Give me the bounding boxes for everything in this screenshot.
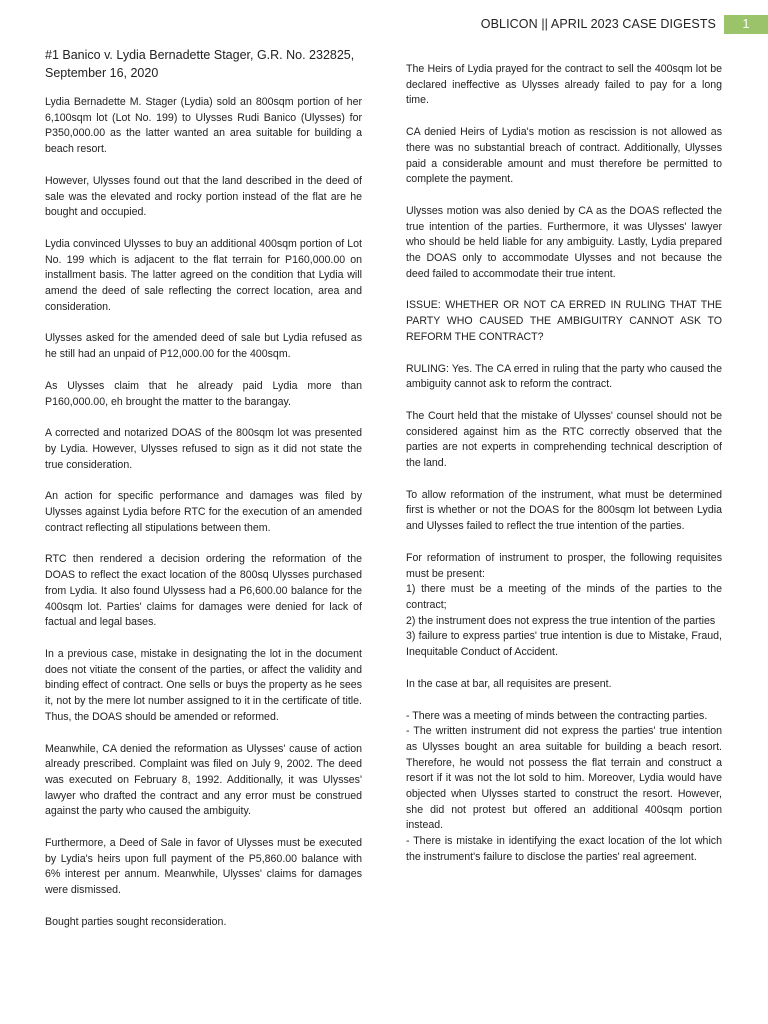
right-paragraph-7: To allow reformation of the instrument, what must be determined first is whether or not the DOAS for the 800sqm lot between Lydia and Ulysses failed to reflect the true intention of the parties. [406, 488, 722, 533]
right-column [406, 62, 722, 882]
requisite-item: 2) the instrument does not express the true intention of the parties [406, 614, 716, 627]
finding-item: - The written instrument did not express the parties' true intention as Ulysses bought an area suitable for building a beach resort. Therefore, he would not possess the flat terrain and construct a resort if it was not the lot sold to him. Moreover, Lydia would have objected when Ulysses started to construct the resort. However, she did not protest but offered an additional 400sqm portion instead. [406, 725, 722, 832]
case-title: #1 Banico v. Lydia Bernadette Stager, G.R. No. 232825, September 16, 2020 [45, 48, 355, 80]
facts-paragraph-1: Lydia Bernadette M. Stager (Lydia) sold an 800sqm portion of her 6,100sqm lot (Lot No. 199) to Ulysses Rudi Banico (Ulysses) for P350,000.00 as the latter wanted an area suitable for building a beach resort. [45, 96, 362, 156]
facts-paragraph-4: Ulysses asked for the amended deed of sale but Lydia refused as he still had an unpaid of P12,000.00 for the 400sqm. [45, 332, 362, 361]
facts-paragraph-7: An action for specific performance and damages was filed by Ulysses against Lydia before RTC for the execution of an amended contract reflecting all stipulations between them. [45, 490, 362, 534]
facts-paragraph-3: Lydia convinced Ulysses to buy an additional 400sqm portion of Lot No. 199 which is adjacent to the flat terrain for P160,000.00 on installment basis. The latter agreed on the condition that Lydia will amend the deed of sale reflecting the correct location, area and consideration. [45, 237, 362, 313]
header-title: OBLICON || APRIL 2023 CASE DIGESTS [480, 17, 716, 31]
facts-paragraph-10: Meanwhile, CA denied the reformation as Ulysses' cause of action already prescribed. Complaint was filed on July 9, 2002. The deed was executed on February 8, 1992. Additionally, it was Ulysses' lawyer who drafted the contract and any error must be construed against the party who caused the ambiguity. [45, 742, 362, 818]
facts-paragraph-9: In a previous case, mistake in designating the lot in the document does not vitiate the consent of the parties, or affect the validity and binding effect of contract. One sells or buys the property as he sees it, not by the mere lot number assigned to it in the certificate of title. Thus, the DOAS should be amended or reformed. [45, 647, 362, 723]
findings-list [406, 709, 722, 866]
facts-paragraph-2: However, Ulysses found out that the land described in the deed of sale was the elevated and rocky portion instead of the flat are he bought and occupied. [45, 174, 362, 219]
finding-item: - There is mistake in identifying the exact location of the lot which the instrument's failure to disclose the parties' real agreement. [406, 835, 722, 863]
facts-paragraph-5: As Ulysses claim that he already paid Lydia more than P160,000.00, eh brought the matter to the barangay. [45, 379, 362, 408]
requisite-item: 1) there must be a meeting of the minds of the parties to the contract; [406, 583, 722, 611]
right-paragraph-3: Ulysses motion was also denied by CA as the DOAS reflected the true intention of the parties. Furthermore, it was Ulysses' lawyer who should be held liable for any ambiguity. Lastly, Lydia prepared the DOAS only to accommodate Ulysses and not because the deed failed to accommodate their true intent. [406, 204, 722, 280]
facts-paragraph-12: Bought parties sought reconsideration. [45, 915, 227, 928]
left-column [45, 46, 362, 947]
facts-paragraph-8: RTC then rendered a decision ordering the reformation of the DOAS to reflect the exact location of the 800sq Ulysses purchased from Lydia. It also found Ulyssess had a P6,600.00 balance for the 400sqm lot. Parties' claims for damages were denied for lack of factual and legal bases. [45, 553, 362, 629]
page-header [481, 14, 768, 34]
right-paragraph-2: CA denied Heirs of Lydia's motion as rescission is not allowed as there was no substantial breach of contract. Additionally, Ulysses paid a considerable amount and must therefore be permitted to complete the payment. [406, 126, 722, 186]
finding-item: - There was a meeting of minds between the contracting parties. [406, 709, 708, 722]
requisites-list [406, 551, 722, 661]
ruling-paragraph: RULING: Yes. The CA erred in ruling that the party who caused the ambiguity cannot ask to reform the contract. [406, 362, 722, 391]
page-number-badge: 1 [724, 15, 768, 34]
issue-paragraph: ISSUE: WHETHER OR NOT CA ERRED IN RULING THAT THE PARTY WHO CAUSED THE AMBIGUITRY CANNOT ASK TO REFORM THE CONTRACT? [406, 299, 722, 343]
requisites-intro: For reformation of instrument to prosper, the following requisites must be present: [406, 551, 722, 580]
requisite-item: 3) failure to express parties' true intention is due to Mistake, Fraud, Inequitable Conduct of Accident. [406, 630, 722, 659]
at-bar-paragraph: In the case at bar, all requisites are present. [406, 677, 612, 690]
right-paragraph-6: The Court held that the mistake of Ulysses' counsel should not be considered against him as the RTC correctly observed that the parties are not experts in comprehending technical description of the land. [406, 409, 722, 470]
right-paragraph-1: The Heirs of Lydia prayed for the contract to sell the 400sqm lot be declared ineffective as Ulysses already failed to pay for a long time. [406, 63, 722, 107]
facts-paragraph-6: A corrected and notarized DOAS of the 800sqm lot was presented by Lydia. However, Ulysses refused to sign as it did not state the true consideration. [45, 427, 362, 471]
facts-paragraph-11: Furthermore, a Deed of Sale in favor of Ulysses must be executed by Lydia's heirs upon full payment of the P5,860.00 balance with 6% interest per annum. Meanwhile, Ulysses' claims for damages were dismissed. [45, 837, 362, 897]
